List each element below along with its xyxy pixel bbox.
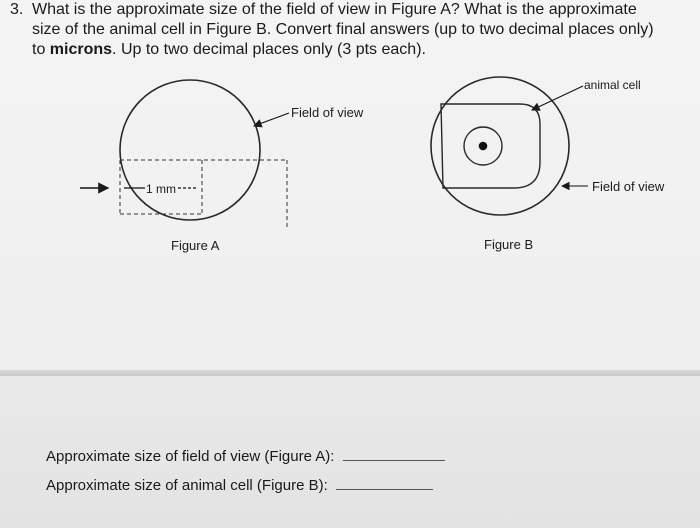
figure-b-animal-label: animal cell: [584, 78, 641, 92]
figure-a-field-label: Field of view: [291, 105, 364, 120]
figure-a: [80, 80, 364, 253]
answer-a-field[interactable]: [343, 460, 445, 461]
figure-a-scale-label: 1 mm: [146, 182, 176, 196]
answer-b-label: Approximate size of animal cell (Figure B):: [46, 477, 328, 494]
question-line-2: size of the animal cell in Figure B. Convert final answers (up to two decimal places only): [32, 21, 654, 38]
figure-b-field-circle: [431, 77, 569, 215]
answer-a: [46, 448, 445, 465]
figure-a-field-circle: [120, 80, 260, 220]
question-number: 3.: [10, 1, 24, 18]
answer-a-label: Approximate size of field of view (Figure A):: [46, 448, 335, 465]
answer-b: [46, 477, 433, 494]
figure-b-nucleolus-dot: [479, 142, 488, 151]
figure-a-field-callout: [254, 113, 289, 126]
figure-b-field-label: Field of view: [592, 179, 665, 194]
question-line-3-prefix: to: [32, 41, 50, 58]
question-line-1: What is the approximate size of the field of view in Figure A? What is the approximate: [32, 1, 637, 18]
question-line-3-bold: microns: [49, 41, 113, 58]
answer-b-field[interactable]: [336, 489, 433, 490]
question-line-3-suffix: . Up to two decimal places only (3 pts each).: [112, 41, 426, 58]
figure-b-label: Figure B: [484, 237, 534, 252]
figure-b-animal-cell: [441, 104, 540, 188]
figure-a-label: Figure A: [171, 238, 220, 253]
figure-b: [431, 77, 665, 252]
